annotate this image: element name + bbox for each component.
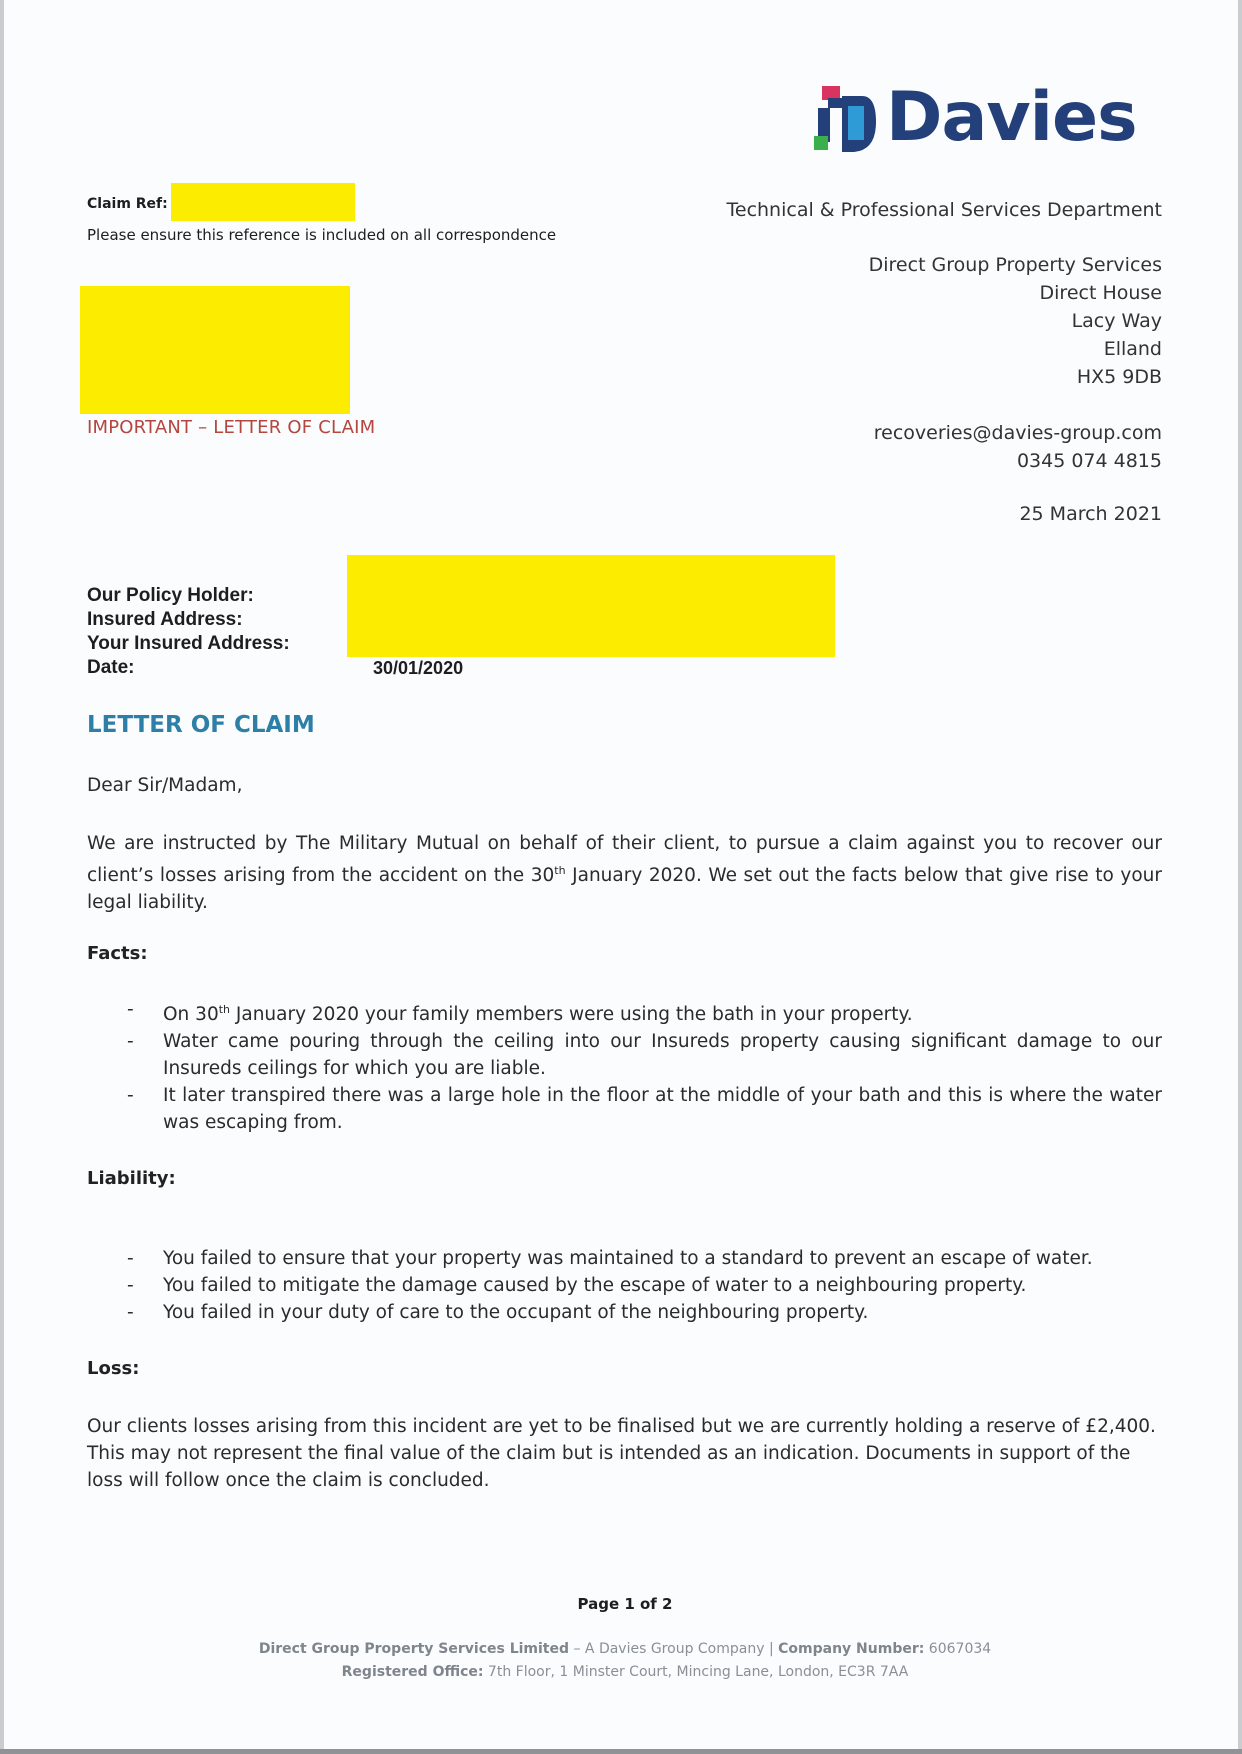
intro-superscript: th <box>554 864 566 877</box>
fact-text: On 30 <box>163 1004 219 1026</box>
address-line: Direct Group Property Services <box>868 254 1162 276</box>
fact-item <box>87 1082 1162 1136</box>
intro-text-cont: January 2020. We set out the facts below that give rise to your legal liability. <box>87 865 1162 914</box>
footer-office-label: Registered Office: <box>341 1664 484 1680</box>
facts-heading: Facts: <box>87 943 148 964</box>
footer-office-address: 7th Floor, 1 Minster Court, Mincing Lane, London, EC3R 7AA <box>483 1664 909 1680</box>
davies-logo-mark-icon <box>814 86 878 158</box>
fact-superscript: th <box>218 1003 231 1016</box>
contact-phone: 0345 074 4815 <box>1016 450 1162 472</box>
address-line: HX5 9DB <box>1076 366 1162 388</box>
scan-edge-bottom <box>0 1749 1242 1754</box>
incident-date: 30/01/2020 <box>373 658 464 678</box>
logo-wordmark: Davies <box>886 78 1137 157</box>
footer-office-line <box>0 1664 1242 1680</box>
facts-list <box>87 996 1162 1136</box>
important-notice: IMPORTANT – LETTER OF CLAIM <box>87 417 376 438</box>
davies-logo <box>814 78 1150 162</box>
liability-text: You failed in your duty of care to the occupant of the neighbouring property. <box>163 1302 869 1323</box>
address-line: Elland <box>1103 338 1162 360</box>
redaction-claim-ref <box>171 183 355 221</box>
address-line: Direct House <box>1039 282 1162 304</box>
fact-item <box>87 996 1162 1028</box>
redaction-recipient-address <box>80 286 350 414</box>
liability-item <box>87 1299 1162 1326</box>
redaction-reference-values <box>347 555 835 657</box>
letter-date: 25 March 2021 <box>1019 503 1162 525</box>
footer-company-line <box>0 1641 1242 1657</box>
fact-text: It later transpired there was a large hole in the floor at the middle of your bath and this is where the water was escaping from. <box>163 1085 1162 1134</box>
salutation: Dear Sir/Madam, <box>87 775 243 796</box>
contact-email: recoveries@davies-group.com <box>873 422 1162 444</box>
claim-ref-label: Claim Ref: <box>87 196 168 212</box>
footer-number-label: Company Number: <box>778 1641 925 1657</box>
intro-paragraph <box>87 830 1162 916</box>
liability-heading: Liability: <box>87 1168 176 1189</box>
bullet-dash: - <box>127 1248 134 1269</box>
fact-text-cont: January 2020 your family members were using the bath in your property. <box>230 1004 913 1026</box>
sender-address <box>869 251 1162 391</box>
fact-text: Water came pouring through the ceiling into our Insureds property causing significant damage to our Insureds ceilings for which you are liable. <box>163 1031 1162 1080</box>
contact-details <box>874 419 1162 475</box>
liability-list <box>87 1245 1162 1326</box>
scan-edge-right <box>1238 0 1242 1754</box>
liability-item <box>87 1272 1162 1299</box>
claim-ref-note: Please ensure this reference is included on all correspondence <box>87 226 557 244</box>
footer-company-sep: – A Davies Group Company | <box>569 1641 779 1657</box>
address-line: Lacy Way <box>1071 310 1162 332</box>
footer-company-number: 6067034 <box>924 1641 992 1657</box>
page-number: Page 1 of 2 <box>577 1595 673 1613</box>
label-insured-address: Insured Address: <box>87 609 243 630</box>
scan-edge-left <box>0 0 4 1754</box>
bullet-dash: - <box>127 1302 134 1323</box>
bullet-dash: - <box>127 999 134 1020</box>
reference-labels <box>87 584 290 680</box>
loss-paragraph: Our clients losses arising from this incident are yet to be finalised but we are currently holding a reserve of £2,400. This may not represent the final value of the claim but is intended as an indication. Documents in support of the loss will follow once the claim is concluded. <box>87 1416 1156 1491</box>
liability-item <box>87 1245 1162 1272</box>
fact-item <box>87 1028 1162 1082</box>
bullet-dash: - <box>127 1031 134 1053</box>
footer-company-name: Direct Group Property Services Limited <box>258 1641 570 1657</box>
label-date: Date: <box>87 657 135 678</box>
label-policy-holder: Our Policy Holder: <box>87 585 254 606</box>
intro-text: We are instructed by The Military Mutual on behalf of their client, to pursue a claim against you to recover our client’s losses arising from the accident on the 30 <box>87 833 1162 887</box>
liability-text: You failed to ensure that your property was maintained to a standard to prevent an escape of water. <box>163 1248 1093 1269</box>
loss-heading: Loss: <box>87 1358 140 1379</box>
bullet-dash: - <box>127 1085 134 1107</box>
liability-text: You failed to mitigate the damage caused by the escape of water to a neighbouring property. <box>163 1275 1027 1296</box>
bullet-dash: - <box>127 1275 134 1296</box>
label-your-insured-address: Your Insured Address: <box>87 633 290 654</box>
letter-title: LETTER OF CLAIM <box>87 712 315 738</box>
department: Technical & Professional Services Department <box>726 199 1162 221</box>
